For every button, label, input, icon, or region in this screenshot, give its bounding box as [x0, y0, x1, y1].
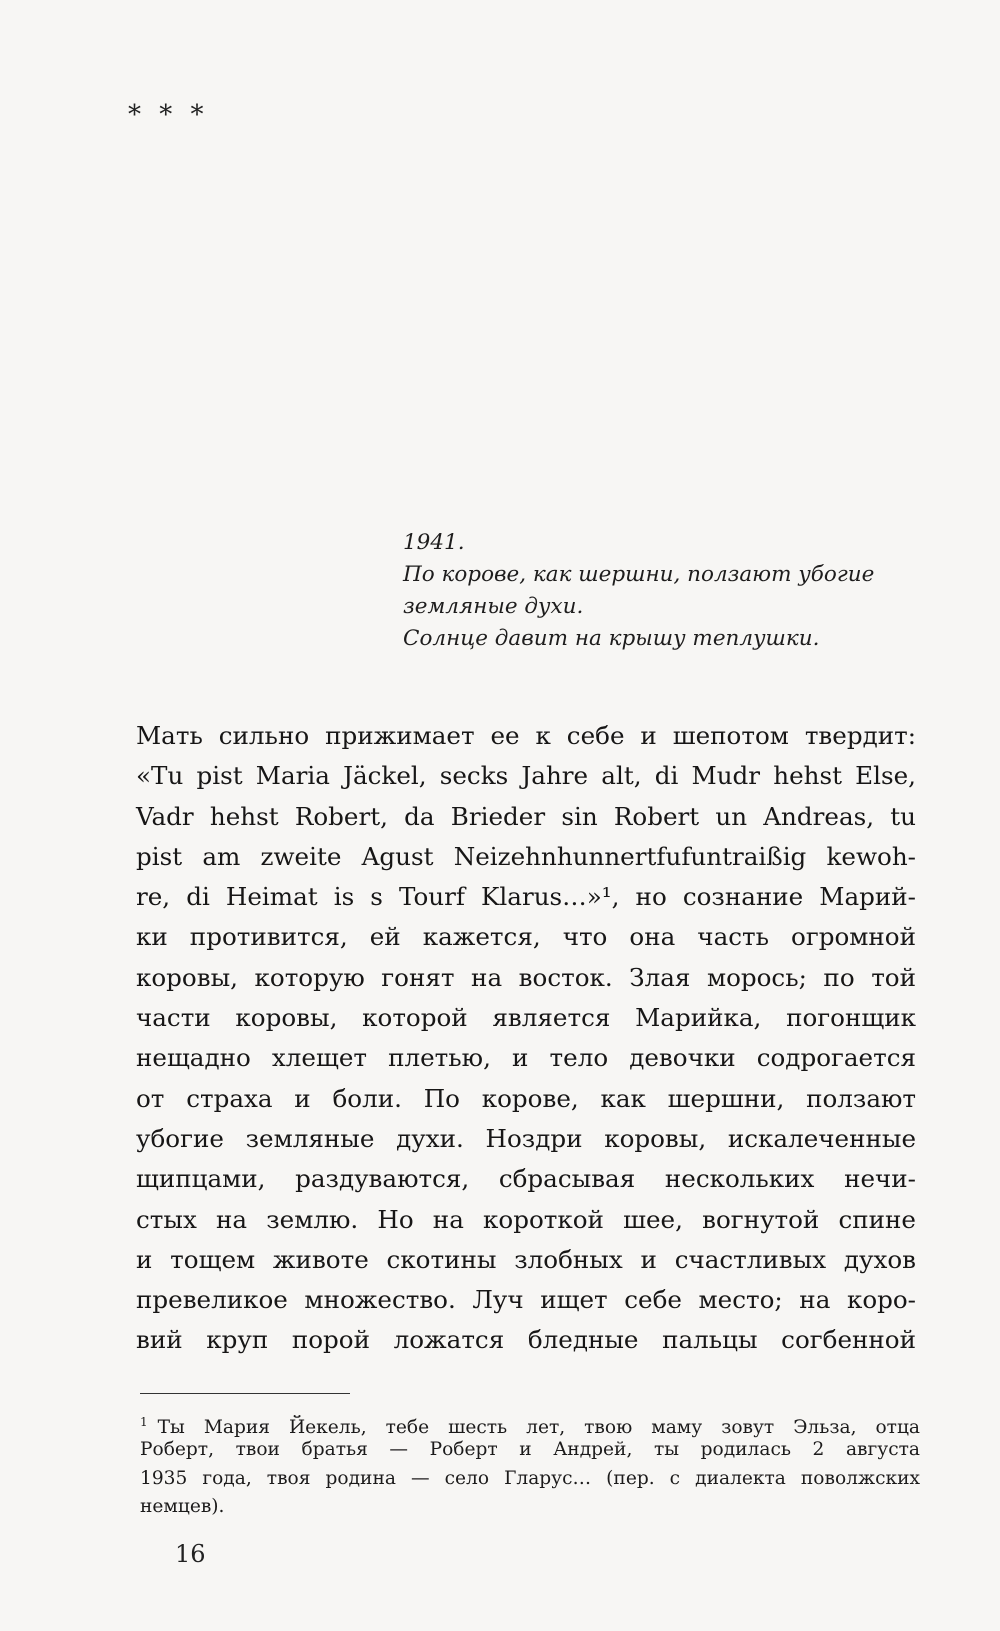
footnote-line: 1935 года, твоя родина — село Гларус… (пер. с диалекта поволжских: [140, 1467, 920, 1489]
footnote-line: [140, 1408, 920, 1439]
body-line: коровы, которую гонят на восток. Злая морось; по той: [136, 962, 916, 992]
footnote-text: Ты Мария Йекель, тебе шесть лет, твою маму зовут Эльза, отца: [157, 1417, 920, 1439]
body-line: нещадно хлещет плетью, и тело девочки содрогается: [136, 1043, 916, 1073]
body-line: убогие земляные духи. Ноздри коровы, искалеченные: [136, 1123, 916, 1153]
epigraph-line: Солнце давит на крышу теплушки.: [403, 626, 820, 651]
page-number: 16: [175, 1540, 206, 1568]
section-divider: * * *: [128, 100, 209, 130]
body-line: pist am zweite Agust Neizehnhunnertfufuntraißig kewoh-: [136, 841, 916, 871]
epigraph: [403, 527, 923, 655]
body-line: от страха и боли. По корове, как шершни, ползают: [136, 1083, 916, 1113]
body-line: вий круп порой ложатся бледные пальцы согбенной: [136, 1325, 916, 1355]
footnote-line: Роберт, твои братья — Роберт и Андрей, ты родилась 2 августа: [140, 1439, 920, 1461]
body-line: щипцами, раздуваются, сбрасывая нескольких нечи-: [136, 1164, 916, 1194]
body-paragraph: [136, 716, 916, 1361]
body-line: превеликое множество. Луч ищет себе место; на коро-: [136, 1285, 916, 1315]
body-line: Мать сильно прижимает ее к себе и шепотом твердит:: [136, 721, 916, 750]
body-line: стых на землю. Но на короткой шее, вогнутой спине: [136, 1204, 916, 1234]
footnote-rule: [140, 1393, 350, 1394]
body-line: ки противится, ей кажется, что она часть огромной: [136, 922, 916, 952]
body-line: Vadr hehst Robert, da Brieder sin Robert un Andreas, tu: [136, 801, 916, 831]
body-line: «Tu pist Maria Jäckel, secks Jahre alt, di Mudr hehst Else,: [136, 761, 916, 791]
epigraph-year: 1941.: [403, 530, 465, 555]
body-line: re, di Heimat is s Tourf Klarus…»¹, но сознание Марий-: [136, 882, 916, 912]
body-line: части коровы, которой является Марийка, погонщик: [136, 1003, 916, 1033]
footnote: [140, 1408, 920, 1522]
body-line: и тощем животе скотины злобных и счастливых духов: [136, 1244, 916, 1274]
footnote-line: немцев).: [140, 1496, 225, 1518]
epigraph-line: земляные духи.: [403, 594, 584, 619]
epigraph-line: По корове, как шершни, ползают убогие: [403, 562, 875, 587]
footnote-marker: 1: [140, 1415, 148, 1429]
